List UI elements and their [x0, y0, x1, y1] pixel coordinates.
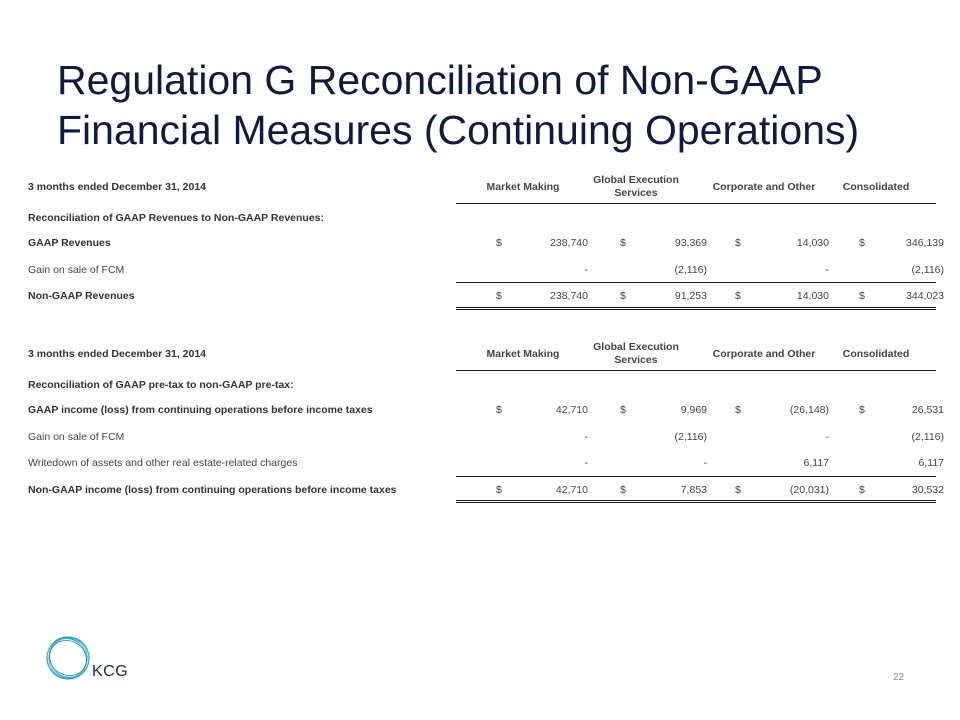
- value-cell: [620, 234, 707, 252]
- page-number: 22: [893, 672, 905, 683]
- page-title: [57, 55, 937, 155]
- kcg-logo-rings-icon: [44, 630, 134, 690]
- header-rule: [456, 370, 936, 371]
- column-header-market-making: Market Making: [486, 348, 560, 360]
- value-cell: [735, 287, 829, 305]
- value-cell: [859, 481, 944, 499]
- value-cell: [620, 287, 707, 305]
- dollar-sign: $: [735, 237, 741, 249]
- value-cell: [496, 401, 588, 419]
- value-cell: [496, 234, 588, 252]
- value-cell: [496, 481, 588, 499]
- amount: -: [584, 263, 588, 276]
- amount: 6,117: [803, 457, 829, 469]
- value-cell: [859, 287, 944, 305]
- row-label: Writedown of assets and other real estate-related charges: [28, 457, 298, 469]
- row-label: GAAP income (loss) from continuing operations before income taxes: [28, 404, 373, 416]
- value-cell: [735, 234, 829, 252]
- amount: -: [825, 263, 829, 276]
- amount: -: [584, 457, 588, 469]
- value-cell: [859, 261, 944, 279]
- value-cell: [735, 401, 829, 419]
- dollar-sign: $: [620, 483, 626, 496]
- table-row: [28, 481, 944, 499]
- amount: 30,532: [911, 483, 944, 496]
- value-cell: [496, 287, 588, 305]
- column-header-corporate-other: Corporate and Other: [712, 181, 816, 193]
- amount: (26,148): [789, 404, 829, 416]
- table-row: [28, 261, 944, 279]
- value-cell: [735, 428, 829, 446]
- section-heading: Reconciliation of GAAP Revenues to Non-GAAP Revenues:: [28, 212, 324, 224]
- column-header-global-execution: Global Execution Services: [593, 174, 679, 199]
- amount: 26,531: [911, 404, 944, 416]
- amount: 42,710: [555, 404, 588, 416]
- amount: -: [703, 457, 707, 469]
- value-cell: [859, 428, 944, 446]
- period-label: 3 months ended December 31, 2014: [28, 348, 206, 360]
- row-label: Non-GAAP Revenues: [28, 290, 135, 302]
- dollar-sign: $: [735, 290, 741, 302]
- section-heading-row: [28, 209, 938, 227]
- logo-text: KCG: [92, 663, 129, 680]
- amount: 346,139: [906, 237, 944, 249]
- amount: 91,253: [674, 290, 707, 302]
- amount: -: [825, 430, 829, 443]
- value-cell: [735, 481, 829, 499]
- amount: 14,030: [796, 290, 829, 302]
- dollar-sign: $: [496, 404, 502, 416]
- total-rule-top: [456, 500, 936, 501]
- value-cell: [496, 454, 588, 472]
- amount: 238,740: [550, 290, 588, 302]
- amount: 93,369: [674, 237, 707, 249]
- dollar-sign: $: [496, 290, 502, 302]
- period-label: 3 months ended December 31, 2014: [28, 181, 206, 193]
- value-cell: [496, 428, 588, 446]
- total-rule-top: [456, 307, 936, 308]
- subtotal-rule: [456, 476, 936, 477]
- dollar-sign: $: [859, 483, 865, 496]
- column-header-market-making: Market Making: [486, 181, 560, 193]
- dollar-sign: $: [735, 404, 741, 416]
- dollar-sign: $: [496, 237, 502, 249]
- row-label: GAAP Revenues: [28, 237, 111, 249]
- total-rule-bottom: [456, 502, 936, 503]
- amount: (2,116): [674, 430, 707, 443]
- amount: (2,116): [911, 263, 944, 276]
- amount: 42,710: [555, 483, 588, 496]
- column-header-corporate-other: Corporate and Other: [712, 348, 816, 360]
- row-label: Gain on sale of FCM: [28, 430, 125, 443]
- amount: 9,969: [680, 404, 707, 416]
- section-heading: Reconciliation of GAAP pre-tax to non-GAAP pre-tax:: [28, 379, 294, 391]
- column-header-consolidated: Consolidated: [842, 348, 910, 360]
- table-row: [28, 401, 944, 419]
- dollar-sign: $: [496, 483, 502, 496]
- value-cell: [620, 261, 707, 279]
- dollar-sign: $: [620, 237, 626, 249]
- header-rule: [456, 203, 936, 204]
- row-label: Non-GAAP income (loss) from continuing operations before income taxes: [28, 483, 397, 496]
- subtotal-rule: [456, 282, 936, 283]
- value-cell: [859, 401, 944, 419]
- value-cell: [620, 481, 707, 499]
- amount: 6,117: [918, 457, 944, 469]
- value-cell: [620, 401, 707, 419]
- section-heading-row: [28, 376, 938, 394]
- value-cell: [859, 454, 944, 472]
- value-cell: [859, 234, 944, 252]
- dollar-sign: $: [620, 290, 626, 302]
- dollar-sign: $: [859, 404, 865, 416]
- value-cell: [620, 428, 707, 446]
- value-cell: [735, 261, 829, 279]
- table-row: [28, 287, 944, 305]
- dollar-sign: $: [859, 290, 865, 302]
- table-row: [28, 428, 944, 446]
- amount: 14,030: [796, 237, 829, 249]
- amount: -: [584, 430, 588, 443]
- amount: 238,740: [550, 237, 588, 249]
- amount: 7,853: [680, 483, 707, 496]
- row-label: Gain on sale of FCM: [28, 263, 125, 276]
- value-cell: [620, 454, 707, 472]
- value-cell: [496, 261, 588, 279]
- dollar-sign: $: [859, 237, 865, 249]
- column-header-consolidated: Consolidated: [842, 181, 910, 193]
- title-line-1: Regulation G Reconciliation of Non-GAAP: [57, 57, 823, 103]
- amount: 344,023: [906, 290, 944, 302]
- column-header-global-execution: Global Execution Services: [593, 341, 679, 366]
- value-cell: [735, 454, 829, 472]
- amount: (20,031): [789, 483, 829, 496]
- table-row: [28, 454, 944, 472]
- total-rule-bottom: [456, 309, 936, 310]
- table-row: [28, 234, 944, 252]
- dollar-sign: $: [620, 404, 626, 416]
- amount: (2,116): [674, 263, 707, 276]
- amount: (2,116): [911, 430, 944, 443]
- dollar-sign: $: [735, 483, 741, 496]
- title-line-2: Financial Measures (Continuing Operations): [57, 107, 860, 153]
